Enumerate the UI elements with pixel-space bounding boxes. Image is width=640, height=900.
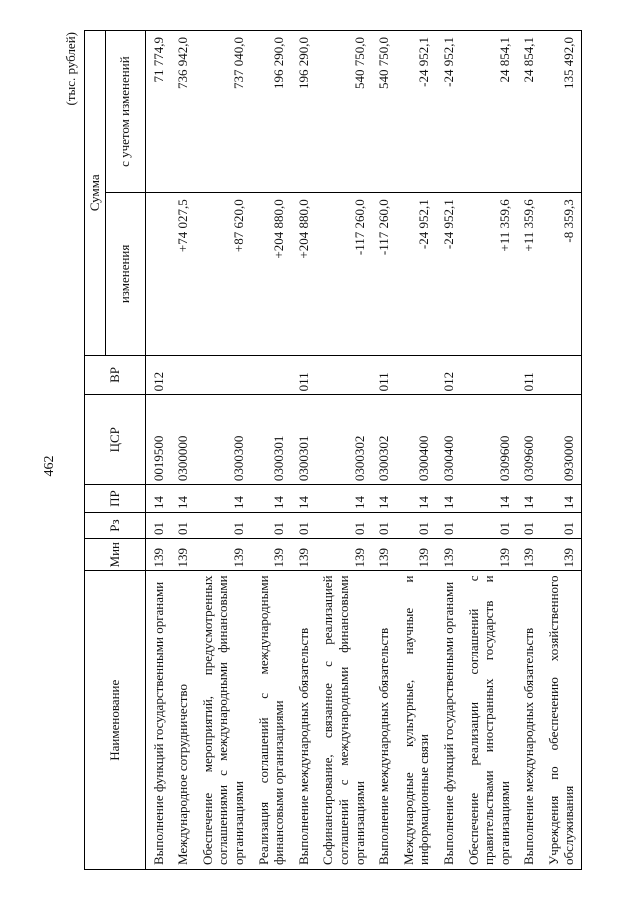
row-change: -24 952,1 — [436, 193, 461, 355]
table-row — [251, 31, 291, 870]
row-total: -24 952,1 — [436, 31, 461, 193]
row-pr: 14 — [436, 485, 461, 513]
row-pr: 14 — [461, 485, 517, 513]
table-row — [195, 31, 251, 870]
row-min: 139 — [436, 538, 461, 570]
row-total: 71 774,9 — [145, 31, 170, 193]
header-pr: ПР — [85, 485, 146, 513]
row-name: Выполнение международных обязательств — [291, 571, 316, 870]
table-row — [315, 31, 371, 870]
table-row — [145, 31, 170, 870]
row-name: Выполнение международных обязательств — [371, 571, 396, 870]
row-vr: 011 — [516, 355, 541, 395]
row-total: 540 750,0 — [371, 31, 396, 193]
row-rz: 01 — [396, 513, 436, 539]
row-csr: 0019500 — [145, 395, 170, 485]
header-csr: ЦСР — [85, 395, 146, 485]
row-change: -117 260,0 — [371, 193, 396, 355]
row-name: Обеспечение мероприятий, предусмотренных соглашениями с международными финансовыми организациями — [195, 571, 251, 870]
row-rz: 01 — [195, 513, 251, 539]
units-label: (тыс. рублей) — [63, 32, 78, 106]
row-change: -8 359,3 — [541, 193, 582, 355]
row-pr: 14 — [291, 485, 316, 513]
row-csr: 0300000 — [170, 395, 195, 485]
row-change: +87 620,0 — [195, 193, 251, 355]
row-total: 736 942,0 — [170, 31, 195, 193]
row-vr: 012 — [145, 355, 170, 395]
row-min: 139 — [251, 538, 291, 570]
row-pr: 14 — [195, 485, 251, 513]
row-pr: 14 — [516, 485, 541, 513]
row-rz: 01 — [516, 513, 541, 539]
table-row — [396, 31, 436, 870]
row-total: 24 854,1 — [461, 31, 517, 193]
row-min: 139 — [195, 538, 251, 570]
row-vr: 011 — [371, 355, 396, 395]
row-rz: 01 — [371, 513, 396, 539]
row-rz: 01 — [145, 513, 170, 539]
row-csr: 0300302 — [371, 395, 396, 485]
row-vr — [195, 355, 251, 395]
row-name: Международное сотрудничество — [170, 571, 195, 870]
table-body — [145, 31, 581, 870]
row-min: 139 — [461, 538, 517, 570]
row-change: +11 359,6 — [461, 193, 517, 355]
row-vr — [541, 355, 582, 395]
row-min: 139 — [541, 538, 582, 570]
row-name: Выполнение международных обязательств — [516, 571, 541, 870]
row-csr: 0300400 — [436, 395, 461, 485]
row-change: +204 880,0 — [251, 193, 291, 355]
row-min: 139 — [371, 538, 396, 570]
row-change — [145, 193, 170, 355]
row-pr: 14 — [145, 485, 170, 513]
row-min: 139 — [396, 538, 436, 570]
row-rz: 01 — [291, 513, 316, 539]
row-total: 196 290,0 — [291, 31, 316, 193]
row-pr: 14 — [170, 485, 195, 513]
row-total: 540 750,0 — [315, 31, 371, 193]
header-min: Мин — [85, 538, 146, 570]
row-min: 139 — [145, 538, 170, 570]
row-csr: 0309600 — [461, 395, 517, 485]
row-vr: 012 — [436, 355, 461, 395]
row-rz: 01 — [541, 513, 582, 539]
rotated-page-content — [60, 25, 590, 880]
row-change: +11 359,6 — [516, 193, 541, 355]
row-min: 139 — [291, 538, 316, 570]
row-vr — [170, 355, 195, 395]
row-name: Учреждения по обеспечению хозяйственного обслуживания — [541, 571, 582, 870]
page-number: 462 — [42, 455, 57, 477]
row-pr: 14 — [541, 485, 582, 513]
row-min: 139 — [170, 538, 195, 570]
row-pr: 14 — [371, 485, 396, 513]
row-csr: 0300302 — [315, 395, 371, 485]
header-rz: Рз — [85, 513, 146, 539]
table-row — [436, 31, 461, 870]
row-total: -24 952,1 — [396, 31, 436, 193]
row-min: 139 — [516, 538, 541, 570]
table-row — [461, 31, 517, 870]
row-total: 196 290,0 — [251, 31, 291, 193]
row-pr: 14 — [315, 485, 371, 513]
header-vr: ВР — [85, 355, 146, 395]
table-row — [516, 31, 541, 870]
row-change: +74 027,5 — [170, 193, 195, 355]
row-vr — [315, 355, 371, 395]
row-name: Обеспечение реализации соглашений с правительствами иностранных государств и организациями — [461, 571, 517, 870]
row-name: Выполнение функций государственными органами — [436, 571, 461, 870]
row-csr: 0309600 — [516, 395, 541, 485]
row-name: Выполнение функций государственными органами — [145, 571, 170, 870]
row-total: 24 854,1 — [516, 31, 541, 193]
row-pr: 14 — [396, 485, 436, 513]
header-name: Наименование — [85, 571, 146, 870]
row-change: -117 260,0 — [315, 193, 371, 355]
row-rz: 01 — [461, 513, 517, 539]
row-total: 737 040,0 — [195, 31, 251, 193]
row-total: 135 492,0 — [541, 31, 582, 193]
table-row — [291, 31, 316, 870]
row-csr: 0300301 — [251, 395, 291, 485]
row-csr: 0300300 — [195, 395, 251, 485]
row-rz: 01 — [436, 513, 461, 539]
row-change: +204 880,0 — [291, 193, 316, 355]
header-sum: Сумма — [85, 31, 106, 356]
row-min: 139 — [315, 538, 371, 570]
row-change: -24 952,1 — [396, 193, 436, 355]
row-vr: 011 — [291, 355, 316, 395]
header-with-changes: с учетом изменений — [105, 31, 145, 193]
row-csr: 0300301 — [291, 395, 316, 485]
row-rz: 01 — [251, 513, 291, 539]
row-name: Реализация соглашений с международными финансовыми организациями — [251, 571, 291, 870]
budget-table — [84, 30, 582, 870]
row-name: Международные культурные, научные и информационные связи — [396, 571, 436, 870]
row-vr — [251, 355, 291, 395]
table-row — [170, 31, 195, 870]
row-csr: 0930000 — [541, 395, 582, 485]
row-rz: 01 — [170, 513, 195, 539]
row-vr — [461, 355, 517, 395]
table-row — [541, 31, 582, 870]
row-pr: 14 — [251, 485, 291, 513]
table-row — [371, 31, 396, 870]
row-name: Софинансирование, связанное с реализацией соглашений с международными финансовыми организациями — [315, 571, 371, 870]
row-csr: 0300400 — [396, 395, 436, 485]
row-rz: 01 — [315, 513, 371, 539]
header-changes: изменения — [105, 193, 145, 355]
row-vr — [396, 355, 436, 395]
